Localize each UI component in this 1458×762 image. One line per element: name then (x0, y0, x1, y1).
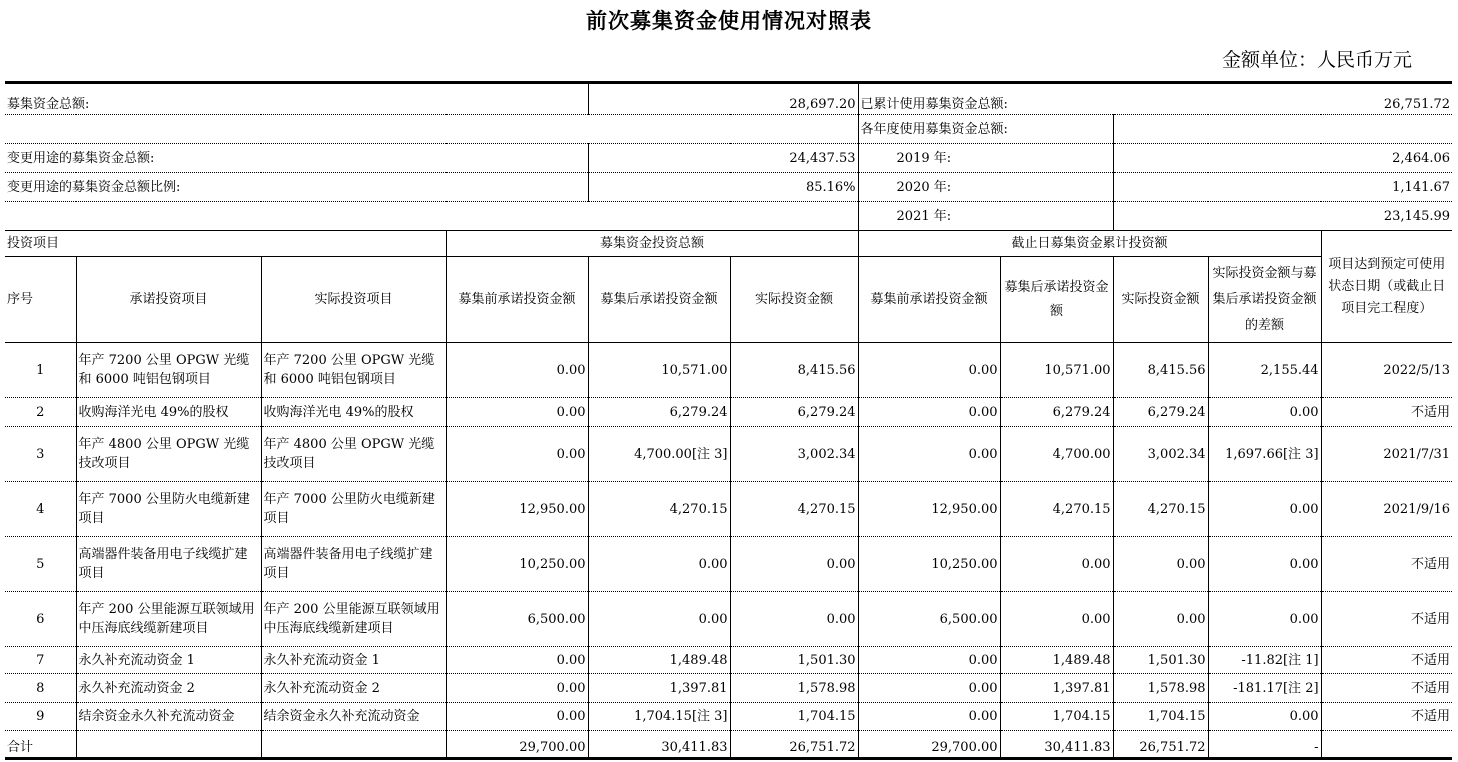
completion-cell: 不适用 (1321, 592, 1452, 647)
post-commit2-cell: 1,704.15 (1000, 703, 1113, 731)
post-commit-cell: 6,279.24 (588, 398, 730, 427)
seq-cell: 3 (5, 427, 76, 482)
total-raised-value: 28,697.20 (588, 83, 858, 115)
investment-project-header: 投资项目 (5, 231, 446, 257)
total-actual-amount2: 26,751.72 (1113, 731, 1208, 759)
actual-project-header: 实际投资项目 (261, 257, 446, 343)
actual-project-cell: 年产 200 公里能源互联领域用中压海底线缆新建项目 (261, 592, 446, 647)
used-total-label: 已累计使用募集资金总额: (858, 83, 1113, 115)
seq-cell: 9 (5, 703, 76, 731)
summary-row-total (5, 83, 1452, 115)
seq-cell: 7 (5, 647, 76, 674)
year-2021-value: 23,145.99 (1113, 202, 1452, 231)
year-2020-label: 2020 年: (858, 173, 1113, 202)
committed-project-header: 承诺投资项目 (76, 257, 261, 343)
table-row (5, 674, 1452, 703)
pre-commit2-cell: 0.00 (858, 398, 1000, 427)
completion-cell: 不适用 (1321, 674, 1452, 703)
actual-amount-cell: 1,704.15 (730, 703, 858, 731)
committed-project-cell: 永久补充流动资金 1 (76, 647, 261, 674)
pre-commit2-cell: 0.00 (858, 343, 1000, 398)
table-row (5, 537, 1452, 592)
diff-cell: 0.00 (1208, 537, 1321, 592)
year-2019-label: 2019 年: (858, 144, 1113, 173)
year-2019-value: 2,464.06 (1113, 144, 1452, 173)
seq-cell: 1 (5, 343, 76, 398)
actual-amount2-cell: 6,279.24 (1113, 398, 1208, 427)
pre-commit-cell: 0.00 (446, 427, 588, 482)
diff-cell: 0.00 (1208, 398, 1321, 427)
table-row (5, 398, 1452, 427)
total-row (5, 731, 1452, 759)
committed-project-cell: 收购海洋光电 49%的股权 (76, 398, 261, 427)
amount-unit: 金额单位：人民币万元 (1221, 49, 1412, 71)
post-commit-cell: 1,489.48 (588, 647, 730, 674)
diff-cell: -181.17[注 2] (1208, 674, 1321, 703)
header-row-columns (5, 257, 1452, 343)
completion-cell: 2021/7/31 (1321, 427, 1452, 482)
pre-commit2-cell: 0.00 (858, 703, 1000, 731)
actual-project-cell: 永久补充流动资金 1 (261, 647, 446, 674)
blank-cell (76, 731, 261, 759)
pre-commit2-cell: 0.00 (858, 427, 1000, 482)
actual-amount2-cell: 0.00 (1113, 537, 1208, 592)
used-total-value: 26,751.72 (1113, 83, 1452, 115)
completion-header: 项目达到预定可使用状态日期（或截止日项目完工程度） (1321, 231, 1452, 343)
post-commit2-cell: 0.00 (1000, 592, 1113, 647)
diff-cell: 0.00 (1208, 482, 1321, 537)
post-commit-cell: 0.00 (588, 537, 730, 592)
actual-amount2-cell: 1,704.15 (1113, 703, 1208, 731)
pre-commit-cell: 0.00 (446, 343, 588, 398)
completion-cell: 不适用 (1321, 647, 1452, 674)
actual-amount-cell: 8,415.56 (730, 343, 858, 398)
post-commit2-cell: 10,571.00 (1000, 343, 1113, 398)
pre-commit2-cell: 6,500.00 (858, 592, 1000, 647)
post-commit2-cell: 1,489.48 (1000, 647, 1113, 674)
blank-cell (261, 731, 446, 759)
summary-row-yearly (5, 115, 1452, 144)
seq-cell: 2 (5, 398, 76, 427)
post-commit-cell: 10,571.00 (588, 343, 730, 398)
changed-ratio-value: 85.16% (588, 173, 858, 202)
fund-usage-table (5, 81, 1452, 760)
post-commit2-cell: 0.00 (1000, 537, 1113, 592)
pre-commit2-cell: 0.00 (858, 674, 1000, 703)
completion-cell: 2022/5/13 (1321, 343, 1452, 398)
total-pre-commit: 29,700.00 (446, 731, 588, 759)
actual-amount-header: 实际投资金额 (730, 257, 858, 343)
post-commit2-cell: 1,397.81 (1000, 674, 1113, 703)
header-row-group (5, 231, 1452, 257)
actual-amount2-header: 实际投资金额 (1113, 257, 1208, 343)
diff-cell: 2,155.44 (1208, 343, 1321, 398)
actual-project-cell: 结余资金永久补充流动资金 (261, 703, 446, 731)
summary-row-changed (5, 144, 1452, 173)
post-commit-cell: 1,704.15[注 3] (588, 703, 730, 731)
total-post-commit: 30,411.83 (588, 731, 730, 759)
project-rows (5, 343, 1452, 759)
changed-value: 24,437.53 (588, 144, 858, 173)
actual-amount2-cell: 1,578.98 (1113, 674, 1208, 703)
diff-cell: 0.00 (1208, 703, 1321, 731)
changed-label: 变更用途的募集资金总额: (5, 144, 588, 173)
diff-cell: -11.82[注 1] (1208, 647, 1321, 674)
seq-cell: 8 (5, 674, 76, 703)
pre-commit2-header: 募集前承诺投资金额 (858, 257, 1000, 343)
post-commit2-cell: 4,700.00 (1000, 427, 1113, 482)
actual-amount-cell: 1,501.30 (730, 647, 858, 674)
actual-amount2-cell: 8,415.56 (1113, 343, 1208, 398)
summary-row-ratio (5, 173, 1452, 202)
actual-amount2-cell: 1,501.30 (1113, 647, 1208, 674)
post-commit2-cell: 4,270.15 (1000, 482, 1113, 537)
pre-commit-cell: 0.00 (446, 674, 588, 703)
committed-project-cell: 年产 7000 公里防火电缆新建项目 (76, 482, 261, 537)
actual-amount-cell: 0.00 (730, 537, 858, 592)
actual-project-cell: 年产 7000 公里防火电缆新建项目 (261, 482, 446, 537)
actual-amount-cell: 6,279.24 (730, 398, 858, 427)
page-title: 前次募集资金使用情况对照表 (586, 8, 872, 33)
invest-total-header: 募集资金投资总额 (446, 231, 858, 257)
completion-cell: 2021/9/16 (1321, 482, 1452, 537)
total-pre-commit2: 29,700.00 (858, 731, 1000, 759)
table-row (5, 703, 1452, 731)
blank-cell (1321, 731, 1452, 759)
completion-cell: 不适用 (1321, 398, 1452, 427)
pre-commit-header: 募集前承诺投资金额 (446, 257, 588, 343)
pre-commit-cell: 10,250.00 (446, 537, 588, 592)
completion-cell: 不适用 (1321, 537, 1452, 592)
actual-project-cell: 年产 7200 公里 OPGW 光缆和 6000 吨铝包钢项目 (261, 343, 446, 398)
total-post-commit2: 30,411.83 (1000, 731, 1113, 759)
committed-project-cell: 结余资金永久补充流动资金 (76, 703, 261, 731)
actual-amount-cell: 3,002.34 (730, 427, 858, 482)
seq-cell: 4 (5, 482, 76, 537)
pre-commit-cell: 6,500.00 (446, 592, 588, 647)
total-raised-label: 募集资金总额: (5, 83, 588, 115)
seq-header: 序号 (5, 257, 76, 343)
actual-amount-cell: 0.00 (730, 592, 858, 647)
committed-project-cell: 年产 200 公里能源互联领域用中压海底线缆新建项目 (76, 592, 261, 647)
year-2020-value: 1,141.67 (1113, 173, 1452, 202)
completion-cell: 不适用 (1321, 703, 1452, 731)
actual-amount-cell: 4,270.15 (730, 482, 858, 537)
summary-row-2021 (5, 202, 1452, 231)
pre-commit2-cell: 12,950.00 (858, 482, 1000, 537)
actual-project-cell: 收购海洋光电 49%的股权 (261, 398, 446, 427)
changed-ratio-label: 变更用途的募集资金总额比例: (5, 173, 588, 202)
post-commit2-cell: 6,279.24 (1000, 398, 1113, 427)
pre-commit-cell: 12,950.00 (446, 482, 588, 537)
post-commit-cell: 0.00 (588, 592, 730, 647)
actual-amount2-cell: 4,270.15 (1113, 482, 1208, 537)
table-row (5, 427, 1452, 482)
pre-commit2-cell: 10,250.00 (858, 537, 1000, 592)
year-2021-label: 2021 年: (858, 202, 1113, 231)
diff-cell: 1,697.66[注 3] (1208, 427, 1321, 482)
table-row (5, 343, 1452, 398)
actual-amount2-cell: 3,002.34 (1113, 427, 1208, 482)
diff-header: 实际投资金额与募集后承诺投资金额的差额 (1208, 257, 1321, 343)
committed-project-cell: 年产 7200 公里 OPGW 光缆和 6000 吨铝包钢项目 (76, 343, 261, 398)
post-commit-cell: 4,700.00[注 3] (588, 427, 730, 482)
yearly-label: 各年度使用募集资金总额: (858, 115, 1113, 144)
committed-project-cell: 高端器件装备用电子线缆扩建项目 (76, 537, 261, 592)
pre-commit2-cell: 0.00 (858, 647, 1000, 674)
pre-commit-cell: 0.00 (446, 647, 588, 674)
post-commit-header: 募集后承诺投资金额 (588, 257, 730, 343)
table-row (5, 482, 1452, 537)
post-commit-cell: 4,270.15 (588, 482, 730, 537)
total-actual-amount: 26,751.72 (730, 731, 858, 759)
committed-project-cell: 年产 4800 公里 OPGW 光缆技改项目 (76, 427, 261, 482)
actual-project-cell: 高端器件装备用电子线缆扩建项目 (261, 537, 446, 592)
table-row (5, 647, 1452, 674)
actual-amount2-cell: 0.00 (1113, 592, 1208, 647)
actual-project-cell: 年产 4800 公里 OPGW 光缆技改项目 (261, 427, 446, 482)
actual-amount-cell: 1,578.98 (730, 674, 858, 703)
pre-commit-cell: 0.00 (446, 703, 588, 731)
diff-cell: 0.00 (1208, 592, 1321, 647)
total-diff: - (1208, 731, 1321, 759)
actual-project-cell: 永久补充流动资金 2 (261, 674, 446, 703)
seq-cell: 5 (5, 537, 76, 592)
committed-project-cell: 永久补充流动资金 2 (76, 674, 261, 703)
post-commit-cell: 1,397.81 (588, 674, 730, 703)
total-label: 合计 (5, 731, 76, 759)
table-row (5, 592, 1452, 647)
post-commit2-header: 募集后承诺投资金额 (1000, 257, 1113, 343)
seq-cell: 6 (5, 592, 76, 647)
cumulative-header: 截止日募集资金累计投资额 (858, 231, 1321, 257)
pre-commit-cell: 0.00 (446, 398, 588, 427)
